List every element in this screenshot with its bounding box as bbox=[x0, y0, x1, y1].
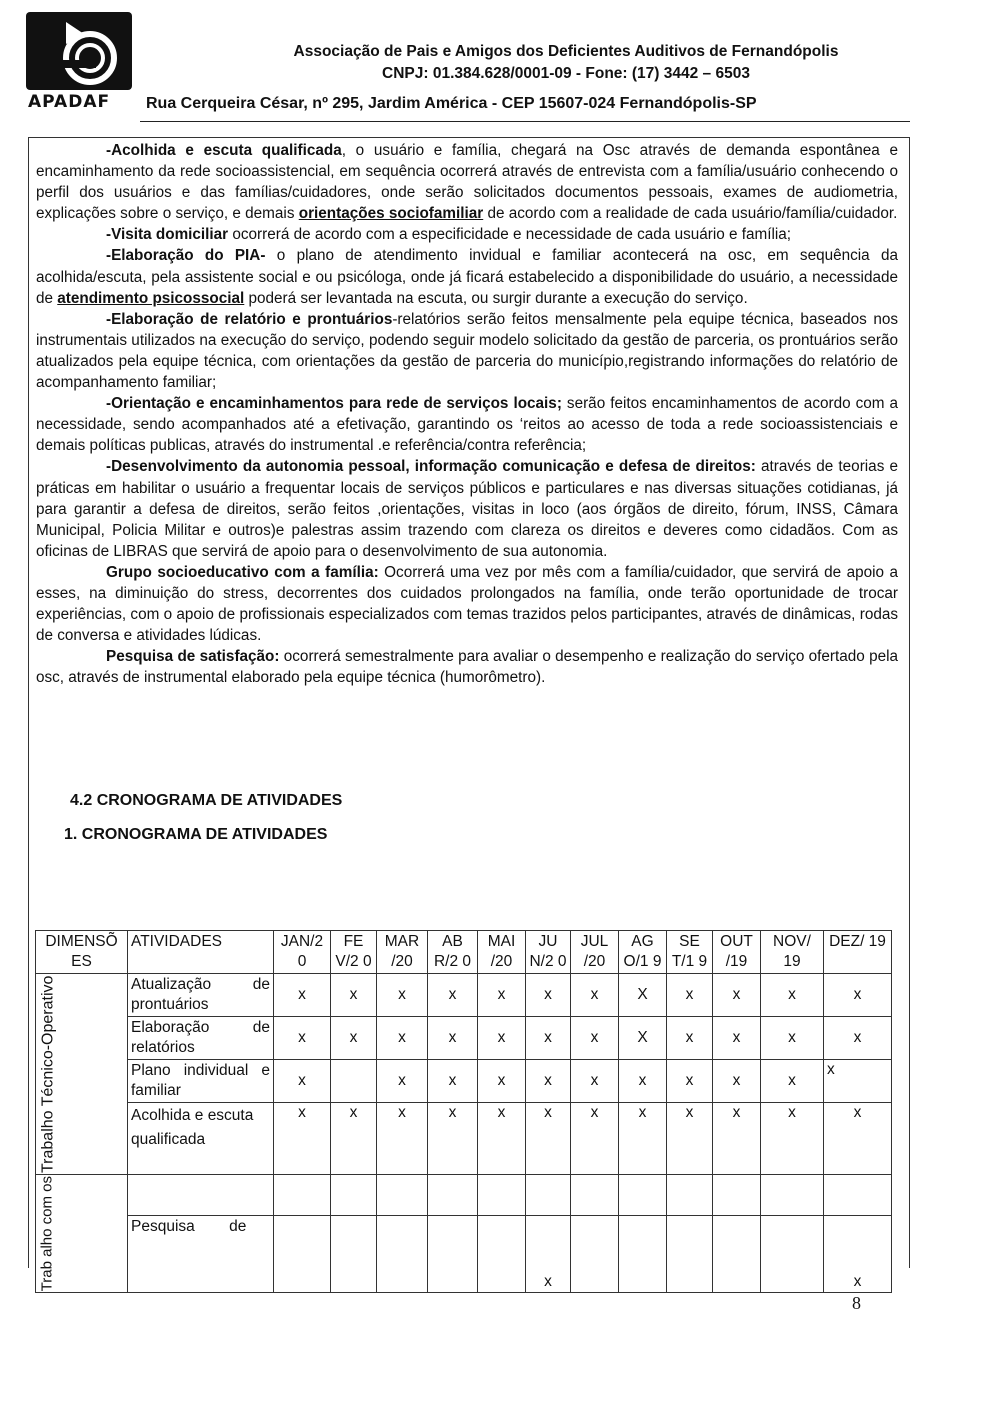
mark-cell: x bbox=[428, 974, 478, 1017]
activity-cell: Pesquisa de bbox=[128, 1215, 274, 1293]
text-acolhida-end: de acordo com a realidade de cada usuário/família/cuidador. bbox=[483, 205, 898, 223]
subsection-title: 1. CRONOGRAMA DE ATIVIDADES bbox=[64, 826, 328, 843]
mark-cell bbox=[274, 1215, 331, 1293]
mark-cell: x bbox=[377, 1103, 428, 1175]
mark-cell: x bbox=[571, 1103, 619, 1175]
mark-cell: x bbox=[274, 974, 331, 1017]
ear-symbol-icon bbox=[26, 12, 132, 90]
logo-text: APADAF bbox=[28, 92, 111, 112]
term-psicossocial: atendimento psicossocial bbox=[57, 289, 245, 307]
header-month: JAN/2 0 bbox=[274, 931, 331, 974]
mark-cell: x bbox=[761, 1060, 824, 1103]
header-month: AB R/2 0 bbox=[428, 931, 478, 974]
activity-cell: Acolhida e escuta qualificada bbox=[128, 1103, 274, 1175]
mark-cell: x bbox=[478, 1060, 526, 1103]
body-text bbox=[36, 140, 898, 688]
mark-cell: x bbox=[667, 1103, 713, 1175]
dimension-label: Trabalho Técnico-Operativo bbox=[36, 974, 128, 1175]
text-grupo: Ocorrerá uma vez por mês com a família/cuidador, que servirá de apoio a esses, na diminuição do stress, decorrentes dos cuidados prolongados na família, onde terão oportunidade de trocar experiências, com o apoio de profissionais especializados com temas trazidos pelos participantes, através de dinâmicas, rodas de conversa e atividades lúdicas. bbox=[36, 563, 898, 645]
term-autonomia: -Desenvolvimento da autonomia pessoal, informação comunicação e defesa de direitos: bbox=[106, 458, 756, 476]
text-orientacao: serão feitos encaminhamentos de acordo com a necessidade, sendo acompanhados até a efetivação, garantindo os ‘reitos ao acesso de toda a rede socioassistenciais e demais políticas publicas, através do instrumental .e referência/contra referência; bbox=[36, 395, 899, 455]
mark-cell: x bbox=[377, 1060, 428, 1103]
text-visita: ocorrerá de acordo com a especificidade e necessidade de cada usuário e família; bbox=[228, 226, 792, 244]
header-atividades: ATIVIDADES bbox=[128, 931, 274, 974]
mark-cell bbox=[274, 1175, 331, 1216]
mark-cell: x bbox=[478, 1103, 526, 1175]
header-month: FE V/2 0 bbox=[331, 931, 377, 974]
table-header-row bbox=[36, 931, 892, 974]
paragraph-visita bbox=[36, 224, 898, 245]
text-acolhida: , o usuário e família, chegará na Osc através de demanda espontânea e encaminhamento da rede socioassistencial, em sequência ocorrerá através de entrevista com a família/usuário conhecendo o perfil dos usuários e das famílias/cuidadores, onde serão solicitados documentos pessoais, exames de audiometria, explicações sobre o serviço, e demais bbox=[36, 142, 898, 223]
table-row bbox=[36, 1017, 892, 1060]
mark-cell bbox=[478, 1215, 526, 1293]
mark-cell: x bbox=[274, 1060, 331, 1103]
mark-cell: x bbox=[331, 1017, 377, 1060]
apadaf-logo bbox=[26, 12, 132, 110]
header-month: JUL /20 bbox=[571, 931, 619, 974]
term-relatorio: -Elaboração de relatório e prontuários bbox=[106, 310, 393, 328]
mark-cell: X bbox=[619, 974, 667, 1017]
mark-cell bbox=[761, 1175, 824, 1216]
schedule-table bbox=[35, 930, 892, 1293]
text-relatorio: -relatórios serão feitos mensalmente pela equipe técnica, baseados nos instrumentais utilizados na execução do serviço, podendo seguir modelo solicitado da gestão de parceria, os prontuários serão atualizados pela equipe técnica, com orientações da gestão de parceria do município,registrando informações do relatório de acompanhamento familiar; bbox=[36, 310, 898, 392]
header-dimensoes: DIMENSÕ ES bbox=[36, 931, 128, 974]
table-row bbox=[36, 1103, 892, 1175]
header-month: NOV/ 19 bbox=[761, 931, 824, 974]
mark-cell bbox=[619, 1175, 667, 1216]
mark-cell: x bbox=[667, 974, 713, 1017]
term-orientacao: -Orientação e encaminhamentos para rede de serviços locais; bbox=[106, 395, 562, 413]
header-month: SE T/1 9 bbox=[667, 931, 713, 974]
mark-cell: x bbox=[713, 974, 761, 1017]
mark-cell: x bbox=[667, 1017, 713, 1060]
org-cnpj-phone: CNPJ: 01.384.628/0001-09 - Fone: (17) 3442 – 6503 bbox=[382, 65, 750, 82]
term-pia: -Elaboração do PIA- bbox=[106, 247, 266, 265]
term-pesquisa: Pesquisa de satisfação: bbox=[106, 648, 280, 666]
mark-cell: x bbox=[761, 1017, 824, 1060]
mark-cell bbox=[713, 1215, 761, 1293]
paragraph-grupo bbox=[36, 562, 898, 646]
mark-cell bbox=[761, 1215, 824, 1293]
mark-cell: x bbox=[824, 1103, 892, 1175]
mark-cell: x bbox=[713, 1103, 761, 1175]
activity-cell bbox=[128, 1175, 274, 1216]
term-orientacoes: orientações sociofamiliar bbox=[298, 205, 484, 223]
text-pesquisa: ocorrerá semestralmente para avaliar o desempenho e realização do serviço ofertado pela osc, através de instrumental elaborado pela equipe técnica (humorômetro). bbox=[36, 648, 898, 687]
header-month: MAI /20 bbox=[478, 931, 526, 974]
mark-cell: x bbox=[274, 1103, 331, 1175]
mark-cell bbox=[667, 1175, 713, 1216]
section-title: 4.2 CRONOGRAMA DE ATIVIDADES bbox=[70, 792, 343, 809]
table-row bbox=[36, 1060, 892, 1103]
header-month: OUT /19 bbox=[713, 931, 761, 974]
mark-cell bbox=[331, 1060, 377, 1103]
mark-cell bbox=[331, 1175, 377, 1216]
header-month: DEZ/ 19 bbox=[824, 931, 892, 974]
mark-cell bbox=[331, 1215, 377, 1293]
mark-cell bbox=[428, 1175, 478, 1216]
mark-cell: x bbox=[761, 1103, 824, 1175]
mark-cell: x bbox=[526, 1017, 571, 1060]
mark-cell bbox=[478, 1175, 526, 1216]
mark-cell: x bbox=[478, 974, 526, 1017]
term-visita: -Visita domiciliar bbox=[106, 226, 229, 244]
mark-cell: x bbox=[478, 1017, 526, 1060]
mark-cell bbox=[377, 1175, 428, 1216]
table-row bbox=[36, 974, 892, 1017]
header-month: JU N/2 0 bbox=[526, 931, 571, 974]
mark-cell bbox=[428, 1215, 478, 1293]
activity-cell: Elaboração de relatórios bbox=[128, 1017, 274, 1060]
text-autonomia: através de teorias e práticas em habilitar o usuário a frequentar locais de serviços públicos e particulares e nas diversas situações cotidianas, já para garantir a defesa de direitos, serão feitos ,orientações, visitas in loco (aos órgãos de direito, fórum, INSS, Câmara Municipal, Policia Militar e outros)e palestras assim trazendo com clareza os direitos e deveres como cidadãos. Com as oficinas de LIBRAS que servirá de apoio para o desenvolvimento de sua autonomia. bbox=[36, 458, 898, 560]
dimension-label: Trab alho com os bbox=[36, 1175, 128, 1293]
mark-cell bbox=[571, 1215, 619, 1293]
mark-cell: x bbox=[713, 1017, 761, 1060]
mark-cell: x bbox=[428, 1017, 478, 1060]
mark-cell: x bbox=[331, 974, 377, 1017]
text-pia: o plano de atendimento invidual e familiar acontecerá na osc, em sequência da acolhida/escuta, pela assistente social e ou psicóloga, onde já ficará estabelecido a disponibilidade do usuário, a necessidade de bbox=[36, 247, 898, 307]
mark-cell: x bbox=[824, 1017, 892, 1060]
mark-cell: x bbox=[824, 1215, 892, 1293]
mark-cell: x bbox=[428, 1060, 478, 1103]
mark-cell: x bbox=[571, 1060, 619, 1103]
mark-cell: x bbox=[619, 1060, 667, 1103]
text-pia-end: poderá ser levantada na escuta, ou surgir durante a execução do serviço. bbox=[244, 289, 748, 307]
table-row bbox=[36, 1215, 892, 1293]
mark-cell: x bbox=[713, 1060, 761, 1103]
logo-emblem bbox=[26, 12, 132, 90]
mark-cell bbox=[619, 1215, 667, 1293]
term-acolhida: -Acolhida e escuta qualificada bbox=[106, 142, 342, 159]
mark-cell: x bbox=[571, 974, 619, 1017]
paragraph-acolhida bbox=[36, 140, 898, 224]
org-name: Associação de Pais e Amigos dos Deficientes Auditivos de Fernandópolis bbox=[293, 43, 839, 60]
mark-cell: x bbox=[331, 1103, 377, 1175]
mark-cell bbox=[713, 1175, 761, 1216]
mark-cell bbox=[667, 1215, 713, 1293]
term-grupo: Grupo socioeducativo com a família: bbox=[106, 563, 379, 581]
mark-cell: x bbox=[667, 1060, 713, 1103]
activity-cell: Atualização de prontuários bbox=[128, 974, 274, 1017]
mark-cell bbox=[377, 1215, 428, 1293]
mark-cell: x bbox=[377, 974, 428, 1017]
mark-cell bbox=[526, 1175, 571, 1216]
mark-cell: x bbox=[526, 1103, 571, 1175]
table-row bbox=[36, 1175, 892, 1216]
mark-cell: x bbox=[824, 974, 892, 1017]
paragraph-relatorio bbox=[36, 309, 898, 393]
header-month: MAR /20 bbox=[377, 931, 428, 974]
mark-cell: x bbox=[824, 1060, 892, 1103]
header-month: AG O/1 9 bbox=[619, 931, 667, 974]
paragraph-pia bbox=[36, 245, 898, 308]
activity-cell: Plano individual e familiar bbox=[128, 1060, 274, 1103]
mark-cell: x bbox=[377, 1017, 428, 1060]
mark-cell: x bbox=[761, 974, 824, 1017]
mark-cell: x bbox=[526, 1215, 571, 1293]
mark-cell bbox=[571, 1175, 619, 1216]
header-divider bbox=[140, 121, 910, 122]
page-number: 8 bbox=[852, 1293, 861, 1313]
mark-cell: X bbox=[619, 1017, 667, 1060]
org-address: Rua Cerqueira César, nº 295, Jardim América - CEP 15607-024 Fernandópolis-SP bbox=[146, 95, 757, 112]
mark-cell bbox=[824, 1175, 892, 1216]
paragraph-autonomia bbox=[36, 456, 898, 561]
mark-cell: x bbox=[571, 1017, 619, 1060]
paragraph-orientacao bbox=[36, 393, 898, 456]
paragraph-pesquisa bbox=[36, 646, 898, 688]
mark-cell: x bbox=[526, 974, 571, 1017]
mark-cell: x bbox=[428, 1103, 478, 1175]
mark-cell: x bbox=[274, 1017, 331, 1060]
mark-cell: x bbox=[526, 1060, 571, 1103]
mark-cell: x bbox=[619, 1103, 667, 1175]
